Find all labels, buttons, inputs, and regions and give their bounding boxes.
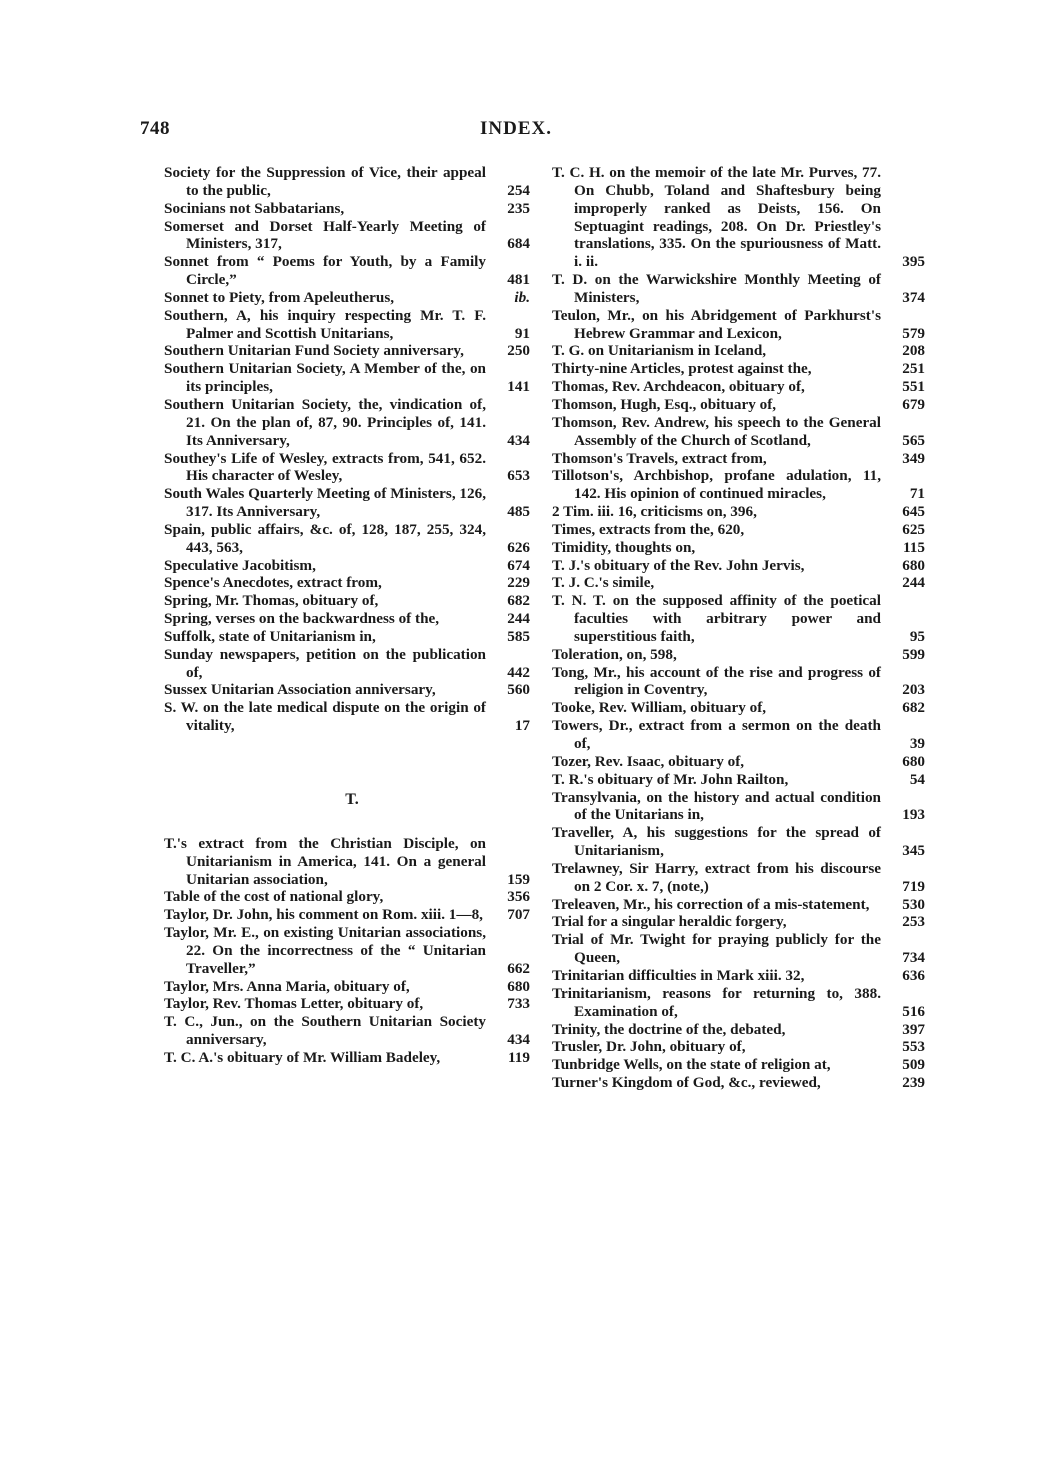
index-entry: Tong, Mr., his account of the rise and progress of religion in Coventry, 203: [552, 663, 925, 699]
page-ref: 345: [902, 842, 925, 860]
index-entry: Teulon, Mr., on his Abridgement of Parkhurst's Hebrew Grammar and Lexicon, 579: [552, 306, 925, 342]
index-entry: T. J. C.'s simile, 244: [552, 574, 925, 592]
index-entry: T. D. on the Warwickshire Monthly Meeting of Ministers, 374: [552, 271, 925, 306]
index-entry: Spain, public affairs, &c. of, 128, 187, 255, 324, 443, 563, 626: [164, 520, 530, 556]
index-entry: Speculative Jacobitism, 674: [164, 556, 530, 574]
page-header: [140, 118, 930, 148]
index-entry: Southern Unitarian Fund Society anniversary, 250: [164, 342, 530, 360]
page-ref: 680: [507, 977, 530, 995]
page-ref: 434: [507, 1031, 530, 1049]
page-ref: 91: [514, 324, 530, 342]
index-entry: Taylor, Dr. John, his comment on Rom. xiii. 1—8, 707: [164, 906, 530, 924]
index-entry: Transylvania, on the history and actual condition of the Unitarians in, 193: [552, 788, 925, 824]
page-ref: 551: [902, 378, 925, 396]
index-entry: T. C., Jun., on the Southern Unitarian Society anniversary, 434: [164, 1013, 530, 1049]
index-entry: Sonnet to Piety, from Apeleutherus, ib.: [164, 288, 530, 306]
index-entry: Taylor, Rev. Thomas Letter, obituary of, 733: [164, 995, 530, 1013]
index-entry: Tunbridge Wells, on the state of religion at, 509: [552, 1056, 925, 1074]
page-ref: 141: [507, 378, 530, 396]
index-entry: T. R.'s obituary of Mr. John Railton, 54: [552, 770, 925, 788]
page-ref: 625: [902, 520, 925, 538]
index-entry: Times, extracts from the, 620, 625: [552, 520, 925, 538]
index-entry: Southern, A, his inquiry respecting Mr. T. F. Palmer and Scottish Unitarians, 91: [164, 306, 530, 342]
index-entry: T. N. T. on the supposed affinity of the poetical faculties with arbitrary power and superstitious faith, 95: [552, 592, 925, 645]
index-entry: Thomas, Rev. Archdeacon, obituary of, 551: [552, 378, 925, 396]
page-ref: 193: [902, 806, 925, 824]
running-head: INDEX.: [480, 118, 552, 139]
page-ref: 579: [902, 324, 925, 342]
page-ref: 349: [902, 449, 925, 467]
page-ref: 442: [507, 663, 530, 681]
page-ref: 680: [902, 556, 925, 574]
index-entry: Southern Unitarian Society, the, vindication of, 21. On the plan of, 87, 90. Principles of, 141. Its Anniversary, 434: [164, 395, 530, 449]
index-entry: Taylor, Mr. E., on existing Unitarian associations, 22. On the incorrectness of the “ Unitarian Traveller,” 662: [164, 924, 530, 977]
index-entry: Trusler, Dr. John, obituary of, 553: [552, 1038, 925, 1056]
page-ref: 17: [514, 717, 530, 735]
page-ref: 485: [507, 503, 530, 521]
index-entry: Trial for a singular heraldic forgery, 253: [552, 913, 925, 931]
page-ref: 636: [902, 966, 925, 984]
page-ref: ib.: [514, 288, 530, 306]
page-ref: 560: [507, 681, 530, 699]
index-entry: Thirty-nine Articles, protest against the, 251: [552, 360, 925, 378]
index-entry: 2 Tim. iii. 16, criticisms on, 396, 645: [552, 503, 925, 521]
index-entry: Traveller, A, his suggestions for the spread of Unitarianism, 345: [552, 824, 925, 860]
index-entry: Towers, Dr., extract from a sermon on the death of, 39: [552, 717, 925, 752]
index-entry: Southey's Life of Wesley, extracts from, 541, 652. His character of Wesley, 653: [164, 449, 530, 485]
page-ref: 395: [902, 253, 925, 271]
index-entry: Tooke, Rev. William, obituary of, 682: [552, 699, 925, 717]
page-ref: 244: [507, 610, 530, 628]
index-entry: Thomson, Hugh, Esq., obituary of, 679: [552, 395, 925, 413]
index-entry: Toleration, on, 598, 599: [552, 645, 925, 663]
index-entry: Suffolk, state of Unitarianism in, 585: [164, 627, 530, 645]
page-ref: 254: [507, 181, 530, 199]
index-entry: Spring, Mr. Thomas, obituary of, 682: [164, 592, 530, 610]
page-ref: 481: [507, 271, 530, 289]
page-ref: 674: [507, 556, 530, 574]
index-entry: Sunday newspapers, petition on the publication of, 442: [164, 645, 530, 681]
left-column: [164, 164, 530, 1067]
page-ref: 645: [902, 503, 925, 521]
index-entry: Timidity, thoughts on, 115: [552, 538, 925, 556]
page-ref: 203: [902, 681, 925, 699]
page-ref: 516: [902, 1002, 925, 1020]
page-ref: 119: [508, 1048, 530, 1066]
page-ref: 250: [507, 342, 530, 360]
page-ref: 374: [902, 288, 925, 306]
index-entry: Trinity, the doctrine of the, debated, 397: [552, 1020, 925, 1038]
index-entry: Thomson's Travels, extract from, 349: [552, 449, 925, 467]
page-ref: 679: [902, 395, 925, 413]
page-ref: 565: [902, 431, 925, 449]
page-ref: 239: [902, 1074, 925, 1092]
page-ref: 509: [902, 1056, 925, 1074]
index-entry: Spence's Anecdotes, extract from, 229: [164, 574, 530, 592]
page-ref: 253: [902, 913, 925, 931]
right-column: [552, 164, 925, 1092]
page-ref: 39: [909, 735, 925, 752]
page-ref: 229: [507, 574, 530, 592]
index-entry: T.'s extract from the Christian Disciple, on Unitarianism in America, 141. On a general Unitarian association, 159: [164, 834, 530, 888]
index-entry: Trinitarian difficulties in Mark xiii. 32, 636: [552, 966, 925, 984]
index-entry: Tozer, Rev. Isaac, obituary of, 680: [552, 752, 925, 770]
index-entry: Thomson, Rev. Andrew, his speech to the General Assembly of the Church of Scotland, 565: [552, 413, 925, 449]
index-entry: Turner's Kingdom of God, &c., reviewed, 239: [552, 1074, 925, 1092]
index-entry: South Wales Quarterly Meeting of Ministers, 126, 317. Its Anniversary, 485: [164, 485, 530, 521]
index-entry: S. W. on the late medical dispute on the origin of vitality, 17: [164, 699, 530, 735]
page-ref: 684: [507, 235, 530, 253]
index-entry: Spring, verses on the backwardness of the, 244: [164, 610, 530, 628]
index-entry: Somerset and Dorset Half-Yearly Meeting of Ministers, 317, 684: [164, 217, 530, 253]
page-ref: 208: [902, 342, 925, 360]
page-ref: 682: [507, 592, 530, 610]
page-ref: 599: [902, 645, 925, 663]
page-ref: 719: [902, 877, 925, 895]
index-entry: Southern Unitarian Society, A Member of the, on its principles, 141: [164, 360, 530, 396]
page-ref: 71: [909, 485, 925, 503]
section-heading: T.: [345, 791, 359, 808]
index-entry: Trinitarianism, reasons for returning to, 388. Examination of, 516: [552, 984, 925, 1020]
page-number: 748: [140, 118, 170, 139]
page-ref: 553: [902, 1038, 925, 1056]
page-ref: 653: [507, 467, 530, 485]
page-ref: 244: [902, 574, 925, 592]
index-entry: Trelawney, Sir Harry, extract from his discourse on 2 Cor. x. 7, (note,) 719: [552, 859, 925, 895]
page-ref: 159: [507, 870, 530, 888]
index-entry: T. J.'s obituary of the Rev. John Jervis, 680: [552, 556, 925, 574]
page-ref: 434: [507, 431, 530, 449]
index-entry: Taylor, Mrs. Anna Maria, obituary of, 680: [164, 977, 530, 995]
page-ref: 530: [902, 895, 925, 913]
index-entry: Sussex Unitarian Association anniversary, 560: [164, 681, 530, 699]
index-entry: Table of the cost of national glory, 356: [164, 888, 530, 906]
page-ref: 662: [507, 959, 530, 977]
page-ref: 115: [903, 538, 925, 556]
index-entry: Socinians not Sabbatarians, 235: [164, 199, 530, 217]
page-ref: 251: [902, 360, 925, 378]
index-entry: T. G. on Unitarianism in Iceland, 208: [552, 342, 925, 360]
page-ref: 356: [507, 888, 530, 906]
index-entry: Tillotson's, Archbishop, profane adulation, 11, 142. His opinion of continued miracles, 71: [552, 467, 925, 503]
page-ref: 682: [902, 699, 925, 717]
page-ref: 235: [507, 199, 530, 217]
index-entry: Trial of Mr. Twight for praying publicly for the Queen, 734: [552, 931, 925, 967]
index-entry: T. C. H. on the memoir of the late Mr. Purves, 77. On Chubb, Toland and Shaftesbury being improperly ranked as Deists, 156. On Septuagint readings, 208. On Dr. Priestley's translations, 335. On the spuriousness of Matt. i. ii. 395: [552, 164, 925, 271]
page-ref: 397: [902, 1020, 925, 1038]
page-ref: 585: [507, 627, 530, 645]
page-ref: 680: [902, 752, 925, 770]
index-entry: T. C. A.'s obituary of Mr. William Badeley, 119: [164, 1048, 530, 1066]
page-ref: 707: [507, 906, 530, 924]
page-ref: 54: [909, 770, 925, 788]
page-ref: 734: [902, 949, 925, 967]
index-entry: Treleaven, Mr., his correction of a mis-statement, 530: [552, 895, 925, 913]
index-entry: Society for the Suppression of Vice, their appeal to the public, 254: [164, 164, 530, 199]
page-ref: 95: [909, 627, 925, 645]
index-entry: Sonnet from “ Poems for Youth, by a Family Circle,” 481: [164, 253, 530, 289]
page-ref: 626: [507, 538, 530, 556]
page-ref: 733: [507, 995, 530, 1013]
